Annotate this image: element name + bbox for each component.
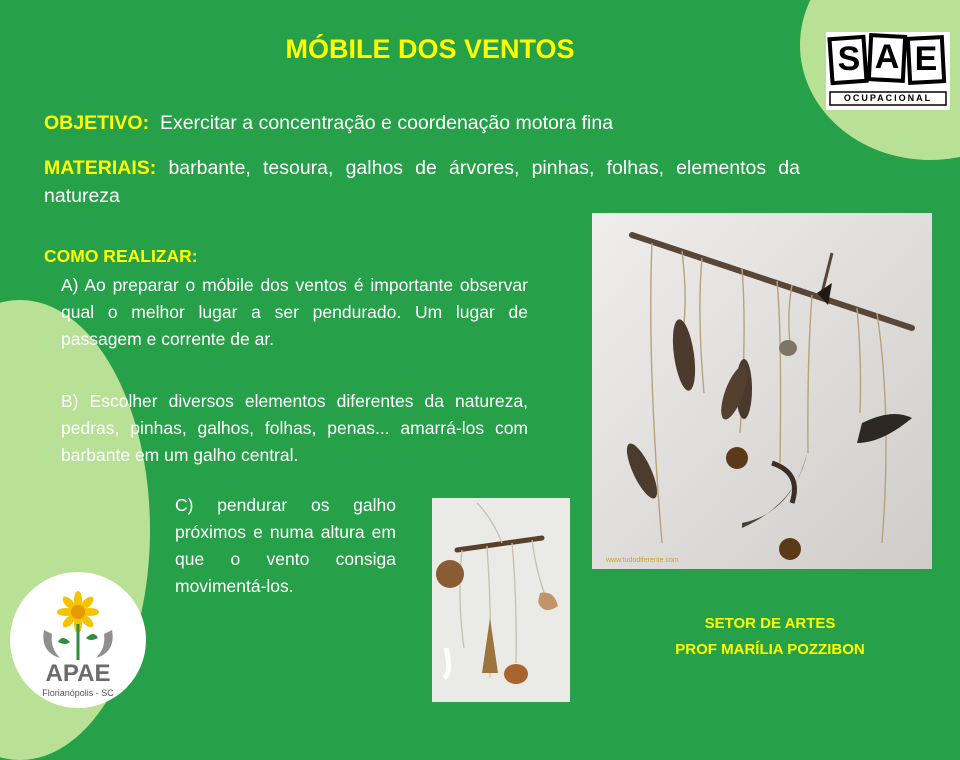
wind-mobile-photo xyxy=(592,213,932,569)
materiais-line xyxy=(44,154,800,210)
footer-professor: PROF MARÍLIA POZZIBON xyxy=(675,641,865,658)
photo-watermark: www.tudodiferente.com xyxy=(606,557,679,564)
sae-logo xyxy=(826,32,950,110)
apae-name: APAE xyxy=(45,660,111,687)
materiais-text: barbante, tesoura, galhos de árvores, pinhas, folhas, elementos da natureza xyxy=(44,157,800,207)
step-a-text: A) Ao preparar o móbile dos ventos é importante observar qual o melhor lugar a ser pendurado. Um lugar de passagem e corrente de ar. xyxy=(61,275,528,349)
materiais-label: MATERIAIS: xyxy=(44,157,157,179)
small-mobile-illustration xyxy=(432,498,570,702)
objetivo-line xyxy=(44,112,613,135)
page-title: MÓBILE DOS VENTOS xyxy=(285,34,575,64)
step-b-text: B) Escolher diversos elementos diferentes da natureza, pedras, pinhas, galhos, folhas, penas... amarrá-los com barbante em um galho central. xyxy=(61,391,528,465)
step-c-text: C) pendurar os galho próximos e numa altura em que o vento consiga movimentá-los. xyxy=(175,495,396,596)
small-mobile-photo xyxy=(432,498,570,702)
sae-letter-s: S xyxy=(837,40,861,78)
como-realizar-label: COMO REALIZAR: xyxy=(44,246,198,266)
sae-letter-a: A xyxy=(874,38,900,76)
objetivo-label: OBJETIVO: xyxy=(44,112,150,134)
wind-mobile-illustration xyxy=(592,213,932,569)
sae-letter-e: E xyxy=(914,40,938,78)
footer-setor: SETOR DE ARTES xyxy=(704,615,836,632)
apae-logo xyxy=(10,572,146,708)
apae-city: Florianópolis - SC xyxy=(42,688,114,698)
objetivo-text: Exercitar a concentração e coordenação motora fina xyxy=(159,112,614,134)
sae-subtitle: OCUPACIONAL xyxy=(843,93,933,103)
